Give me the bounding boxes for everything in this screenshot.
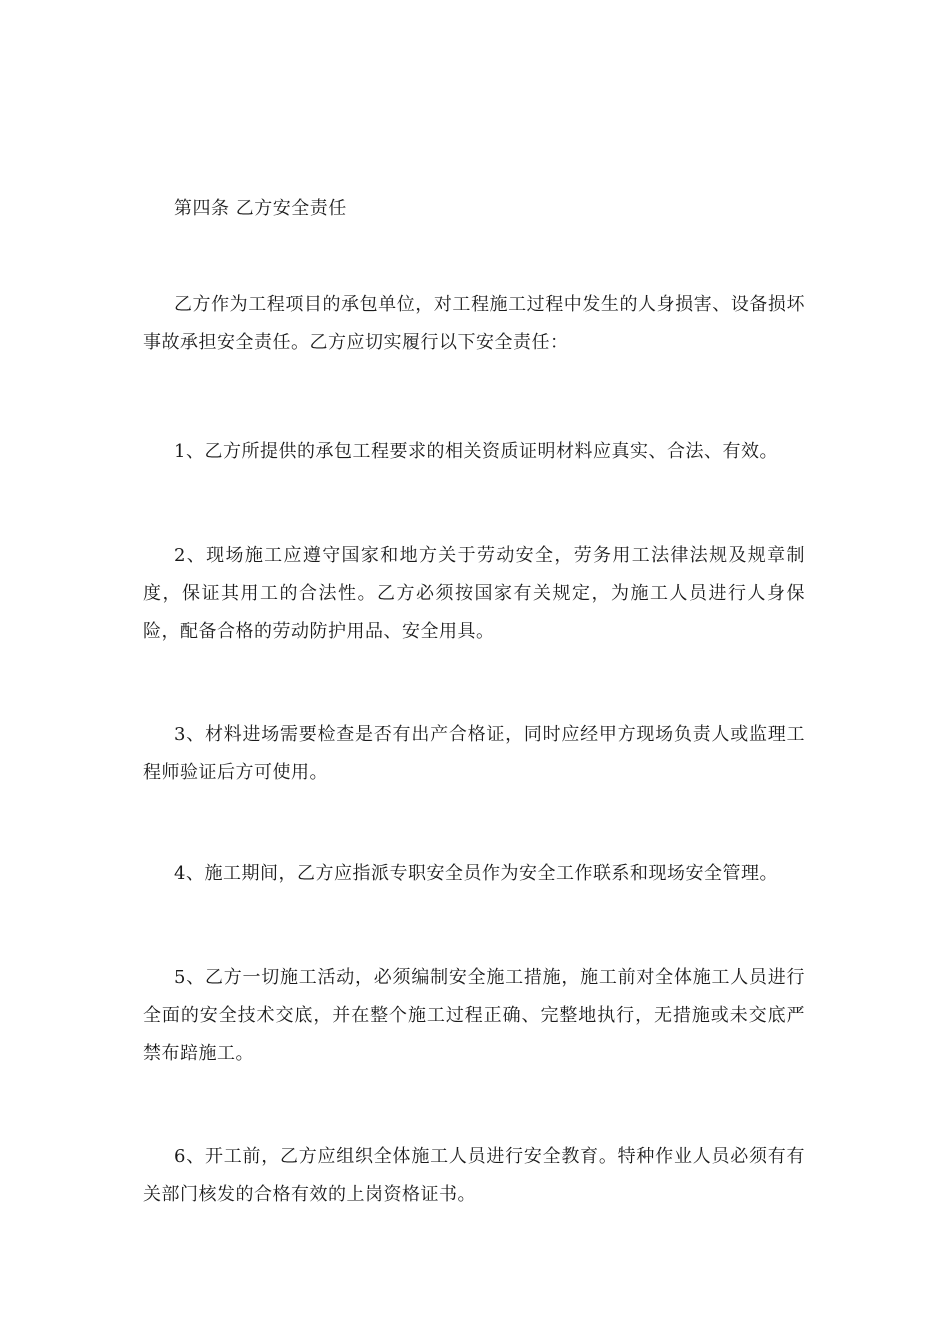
clause-5-paragraph: 5、乙方一切施工活动，必须编制安全施工措施，施工前对全体施工人员进行全面的安全技术交底，并在整个施工过程正确、完整地执行，无措施或未交底严禁布踣施工。 — [143, 967, 805, 1064]
clause-4-paragraph: 4、施工期间，乙方应指派专职安全员作为安全工作联系和现场安全管理。 — [174, 863, 778, 884]
clause-6-paragraph: 6、开工前，乙方应组织全体施工人员进行安全教育。特种作业人员必须有有关部门核发的合格有效的上岗资格证书。 — [143, 1146, 805, 1205]
clause-3-paragraph: 3、材料进场需要检查是否有出产合格证，同时应经甲方现场负责人或监理工程师验证后方可使用。 — [143, 724, 805, 783]
clause-2-paragraph: 2、现场施工应遵守国家和地方关于劳动安全，劳务用工法律法规及规章制度，保证其用工的合法性。乙方必须按国家有关规定，为施工人员进行人身保险，配备合格的劳动防护用品、安全用具。 — [143, 545, 805, 642]
clause-1-paragraph: 1、乙方所提供的承包工程要求的相关资质证明材料应真实、合法、有效。 — [174, 441, 778, 462]
intro-paragraph: 乙方作为工程项目的承包单位，对工程施工过程中发生的人身损害、设备损坏事故承担安全责任。乙方应切实履行以下安全责任： — [143, 294, 805, 353]
article-heading: 第四条 乙方安全责任 — [174, 198, 347, 219]
